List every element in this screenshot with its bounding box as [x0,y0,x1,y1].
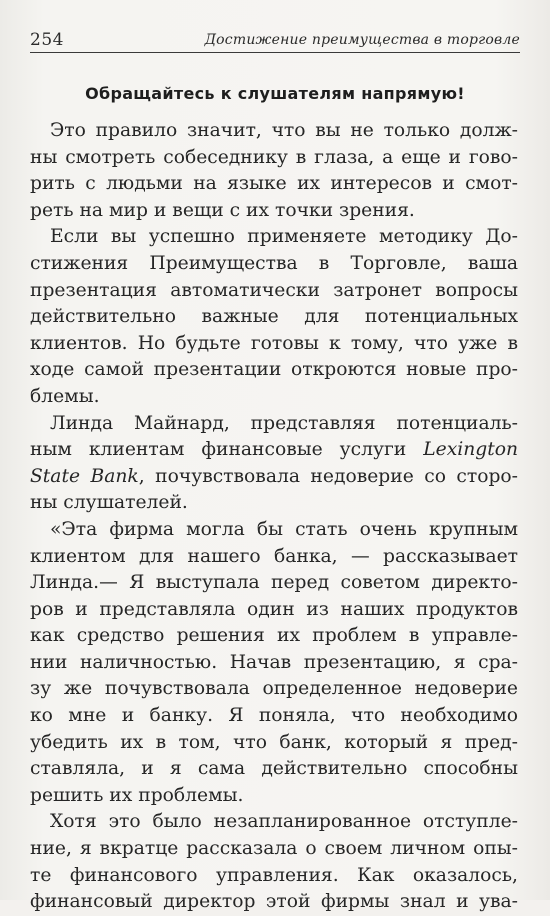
text-line: финансовый директор этой фирмы знал и ува- [30,891,518,913]
text-line: реть на мир и вещи с их точки зрения. [30,199,415,221]
text-line: презентация автоматически затронет вопросы [30,279,518,301]
text-run: ным клиентам финансовые услуги [30,439,424,461]
text-line: Хотя это было незапланированное отступле- [50,811,518,833]
text-line: ны слушателей. [30,492,188,514]
text-line: ставляла, и я сама действительно способны [30,758,518,780]
text-line: рить с людьми на языке их интересов и смот- [30,173,518,195]
text-line: стижения Преимущества в Торговле, ваша [30,252,518,274]
text-line: убедить их в том, что банк, который я пред- [30,731,518,753]
text-line: блемы. [30,385,100,407]
text-line: Если вы успешно применяете методику До- [50,226,518,248]
text-line: ко мне и банку. Я поняла, что необходимо [30,705,518,727]
text-line: ны смотреть собеседнику в глаза, а еще и гово- [30,146,518,168]
text-run: , почувствовала недоверие со сторо- [138,465,518,487]
body-text [30,118,518,916]
italic-text: Lexington [423,439,518,461]
text-line: «Эта фирма могла бы стать очень крупным [50,518,518,540]
italic-text: State Bank [30,465,139,487]
text-line: ходе самой презентации откроются новые про- [30,359,518,381]
text-line: ние, я вкратце рассказала о своем личном опы- [30,838,518,860]
text-line: зу же почувствовала определенное недоверие [30,678,518,700]
running-head: Достижение преимущества в торговле [204,32,520,48]
text-line: ров и представляла один из наших продуктов [30,598,518,620]
text-line: как средство решения их проблем в управле- [30,625,518,647]
text-line [30,437,518,464]
section-title: Обращайтесь к слушателям напрямую! [85,84,465,103]
text-line: те финансового управления. Как оказалось, [30,864,518,886]
text-line [30,464,518,491]
text-line: клиентом для нашего банка, — рассказывает [30,545,518,567]
text-line: клиентов. Но будьте готовы к тому, что уже в [30,332,518,354]
text-line: нии наличностью. Начав презентацию, я сра- [30,651,518,673]
text-line: решить их проблемы. [30,784,244,806]
text-line: Это правило значит, что вы не только долж- [50,120,518,141]
page-number: 254 [30,30,64,50]
text-line: Линда.— Я выступала перед советом директо- [30,572,518,594]
text-line: Линда Майнард, представляя потенциаль- [50,412,518,434]
page-header [30,30,520,53]
text-line: действительно важные для потенциальных [30,306,518,328]
